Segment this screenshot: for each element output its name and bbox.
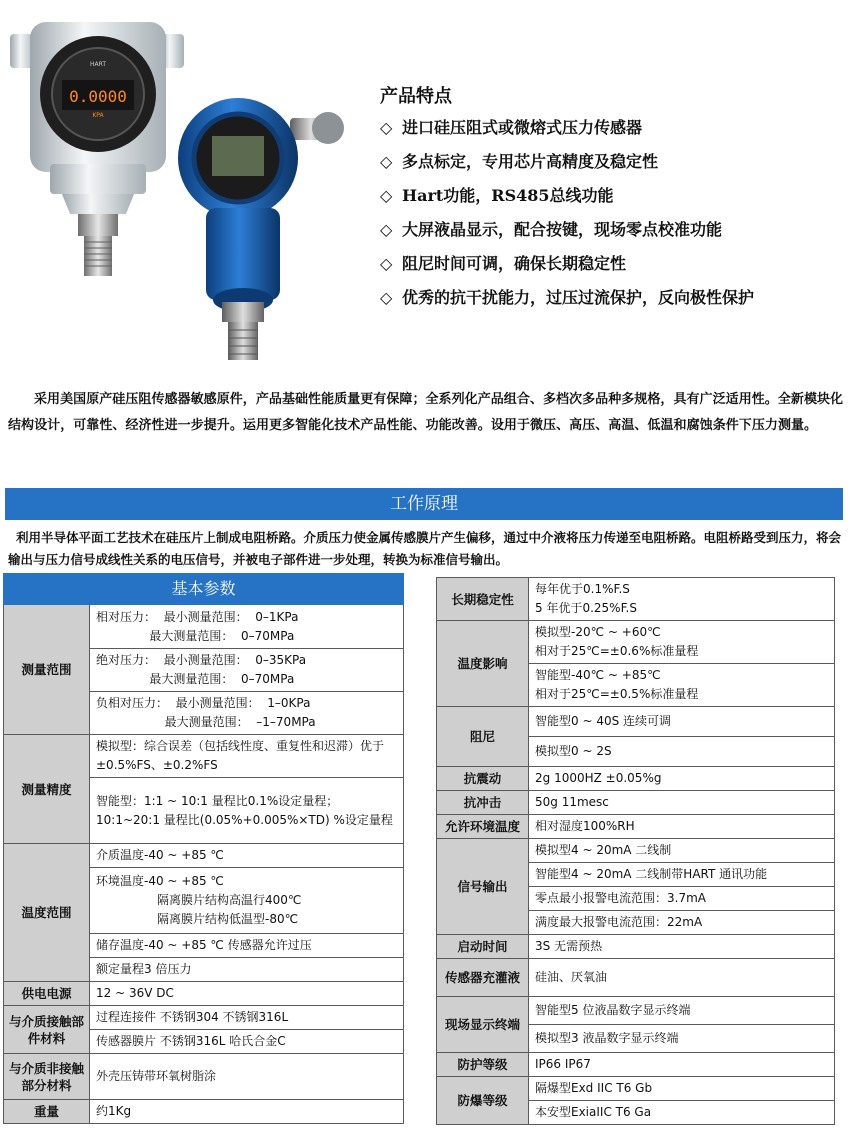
row-label: 现场显示终端 [437, 997, 529, 1053]
row-label: 防爆等级 [437, 1077, 529, 1125]
diamond-bullet-icon: ◇ [380, 220, 393, 239]
white-pressure-transmitter-image [10, 14, 186, 284]
lcd-display-unit: KPA [92, 112, 104, 119]
table-cell: 模拟型-20℃ ~ +60℃ 相对于25℃=±0.6%标准量程 [529, 621, 835, 664]
table-cell: 负相对压力： 最小测量范围： 1–0KPa 最大测量范围： –1–70MPa [90, 692, 404, 735]
table-cell: 储存温度-40 ~ +85 ℃ 传感器允许过压 [90, 934, 404, 958]
table-cell: 相对湿度100%RH [529, 815, 835, 839]
table-cell: 模拟型3 液晶数字显示终端 [529, 1025, 835, 1053]
row-label: 供电电源 [4, 982, 90, 1006]
table-cell: 相对压力： 最小测量范围： 0–1KPa 最大测量范围： 0–70MPa [90, 605, 404, 649]
feature-item: ◇ 大屏液晶显示，配合按键，现场零点校准功能 [380, 220, 723, 239]
table-cell: 12 ~ 36V DC [90, 982, 404, 1006]
row-label: 启动时间 [437, 935, 529, 959]
feature-item: ◇ 优秀的抗干扰能力，过压过流保护，反向极性保护 [380, 288, 755, 307]
table-cell: 传感器膜片 不锈钢316L 哈氏合金C [90, 1030, 404, 1054]
table-cell: 智能型5 位液晶数字显示终端 [529, 997, 835, 1025]
table-cell: 智能型：1:1 ~ 10:1 量程比0.1%设定量程；10:1~20:1 量程比(0.05%+0.005%×TD) %设定量程 [90, 778, 404, 844]
row-label: 温度影响 [437, 621, 529, 707]
row-label: 测量范围 [4, 605, 90, 735]
table-cell: 隔爆型Exd IIC T6 Gb [529, 1077, 835, 1101]
row-label: 传感器充灌液 [437, 959, 529, 997]
row-label: 重量 [4, 1100, 90, 1124]
feature-item: ◇ 多点标定，专用芯片高精度及稳定性 [380, 152, 659, 171]
feature-item: ◇ Hart功能，RS485总线功能 [380, 186, 614, 205]
table-cell: 过程连接件 不锈钢304 不锈钢316L [90, 1006, 404, 1030]
table-cell: 满度最大报警电流范围：22mA [529, 911, 835, 935]
working-principle-text: 利用半导体平面工艺技术在硅压片上制成电阻桥路。介质压力使金属传感膜片产生偏移，通过中介液将压力传递至电阻桥路。电阻桥路受到压力，将会输出与压力信号成线性关系的电压信号，并被电子部件进一步处理，转换为标准信号输出。 [8, 530, 842, 567]
table-cell: 绝对压力： 最小测量范围： 0–35KPa 最大测量范围： 0–70MPa [90, 649, 404, 692]
lcd-display-value: 0.0000 [69, 87, 127, 106]
row-label: 阻尼 [437, 707, 529, 767]
table-cell: 本安型ExiaIIC T6 Ga [529, 1101, 835, 1125]
table-cell: 每年优于0.1%F.S 5 年优于0.25%F.S [529, 578, 835, 621]
display-brand: HART [89, 61, 107, 68]
table-cell: 外壳压铸带环氧树脂涂 [90, 1054, 404, 1100]
table-cell: 3S 无需预热 [529, 935, 835, 959]
diamond-bullet-icon: ◇ [380, 152, 393, 171]
table-cell: 智能型-40℃ ~ +85℃ 相对于25℃=±0.5%标准量程 [529, 664, 835, 707]
table-cell: 智能型4 ~ 20mA 二线制带HART 通讯功能 [529, 863, 835, 887]
diamond-bullet-icon: ◇ [380, 288, 393, 307]
row-label: 长期稳定性 [437, 578, 529, 621]
basic-parameters-table [3, 573, 404, 1124]
feature-item: ◇ 阻尼时间可调，确保长期稳定性 [380, 254, 627, 273]
row-label: 与介质非接触部分材料 [4, 1054, 90, 1100]
table-cell: 2g 1000HZ ±0.05%g [529, 767, 835, 791]
feature-item: ◇ 进口硅压阻式或微熔式压力传感器 [380, 118, 643, 137]
row-label: 允许环境温度 [437, 815, 529, 839]
row-label: 抗震动 [437, 767, 529, 791]
diamond-bullet-icon: ◇ [380, 186, 393, 205]
features-title: 产品特点 [380, 86, 452, 107]
section-banner: 工作原理 [5, 488, 843, 520]
diamond-bullet-icon: ◇ [380, 118, 393, 137]
row-label: 测量精度 [4, 735, 90, 844]
table-cell: 模拟型：综合误差（包括线性度、重复性和迟滞）优于±0.5%FS、±0.2%FS [90, 735, 404, 778]
row-label: 防护等级 [437, 1053, 529, 1077]
table-cell: 模拟型4 ~ 20mA 二线制 [529, 839, 835, 863]
table-cell: 50g 11mesc [529, 791, 835, 815]
row-label: 与介质接触部件材料 [4, 1006, 90, 1054]
features-list [380, 118, 840, 322]
table-cell: 介质温度-40 ~ +85 ℃ [90, 844, 404, 868]
blue-pressure-transmitter-image [178, 88, 348, 364]
table-cell: 零点最小报警电流范围：3.7mA [529, 887, 835, 911]
row-label: 温度范围 [4, 844, 90, 982]
table-cell: 硅油、厌氧油 [529, 959, 835, 997]
table-cell: 额定量程3 倍压力 [90, 958, 404, 982]
table-cell: 约1Kg [90, 1100, 404, 1124]
row-label: 抗冲击 [437, 791, 529, 815]
table-header: 基本参数 [4, 574, 404, 605]
table-cell: 环境温度-40 ~ +85 ℃ 隔离膜片结构高温行400℃ 隔离膜片结构低温型-80℃ [90, 868, 404, 934]
intro-paragraph: 采用美国原产硅压阻传感器敏感原件，产品基础性能质量更有保障；全系列化产品组合、多档次多品种多规格，具有广泛适用性。全新模块化结构设计，可靠性、经济性进一步提升。运用更多智能化技术产品性能、功能改善。设用于微压、高压、高温、低温和腐蚀条件下压力测量。 [8, 392, 844, 433]
diamond-bullet-icon: ◇ [380, 254, 393, 273]
table-cell: 智能型0 ~ 40S 连续可调 [529, 707, 835, 737]
table-cell: IP66 IP67 [529, 1053, 835, 1077]
specifications-table [436, 577, 835, 1125]
row-label: 信号输出 [437, 839, 529, 935]
table-cell: 模拟型0 ~ 2S [529, 737, 835, 767]
product-features [380, 82, 840, 322]
